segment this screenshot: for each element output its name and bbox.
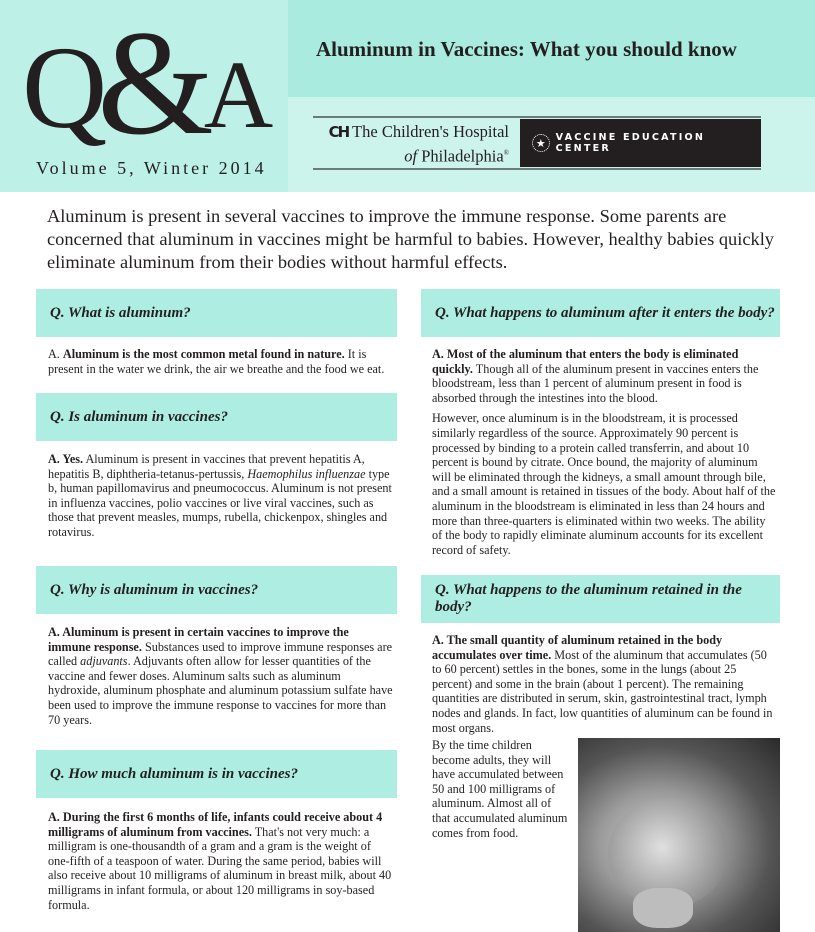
answer-italic: Haemophilus influenzae	[247, 466, 366, 481]
answer-body: type b, human papillomavirus and pneumococcus. Aluminum is not present in influenza vaccines, polio vaccines or live viral vaccines, such as those that prevent measles, mumps, rubella, chickenpox, shingles and rotavirus.	[48, 466, 392, 539]
answer-lead: A. The small quantity of aluminum retained in the body accumulates over time.	[432, 633, 723, 662]
question-heading: Q. What is aluminum?	[36, 289, 397, 337]
answer-paragraph: However, once aluminum is in the bloodstream, it is processed similarly regardless of the source. Approximately 90 percent is processed by binding to a protein called transferrin, and about 10 percent is bound by citrate. Once bound, the majority of aluminum will be eliminated through the kidneys, a small amount through bile, and a small amount is retained in tissues of the body. About half of the aluminum in the bloodstream is eliminated in less than 24 hours and more than three-quarters is eliminated within two weeks. The ability of the body to rapidly eliminate aluminum accounts for its excellent record of safety.	[432, 411, 776, 557]
answer-text	[48, 625, 394, 727]
answer-text	[432, 347, 777, 557]
hospital-name-line1: The Children's Hospital	[352, 122, 509, 141]
answer-body: Substances used to improve immune responses are called	[48, 639, 393, 669]
page-title: Aluminum in Vaccines: What you should know	[316, 37, 737, 61]
divider	[313, 116, 761, 118]
qa-logo: Q&A	[22, 0, 268, 166]
hospital-name-line2: Philadelphia	[421, 146, 504, 166]
answer-lead: A. Most of the aluminum that enters the body is eliminated quickly.	[432, 347, 739, 376]
answer-lead: A. Yes.	[48, 452, 84, 466]
question-heading: Q. What happens to the aluminum retained in the body?	[421, 575, 780, 623]
answer-lead: A. During the first 6 months of life, infants could receive about 4 milligrams of aluminum from vaccines.	[48, 810, 383, 839]
registered-mark: ®	[503, 149, 509, 157]
answer-italic: adjuvants	[80, 654, 128, 669]
vaccine-education-center-logo	[520, 119, 761, 167]
answer-body: It is present in the water we drink, the air we breathe and the food we eat.	[48, 347, 385, 376]
answer-text	[48, 347, 394, 376]
answer-body: Though all of the aluminum present in vaccines enters the bloodstream, less than 1 percent of aluminum present in food is absorbed through the intestines into the blood.	[432, 361, 759, 405]
baby-hand-shape	[633, 888, 693, 928]
intro-paragraph: Aluminum is present in several vaccines to improve the immune response. Some parents are concerned that aluminum in vaccines might be harmful to babies. However, healthy babies quickly eliminate aluminum from their bodies without harmful effects.	[47, 206, 775, 272]
divider	[313, 168, 761, 170]
answer-body: . Adjuvants often allow for lesser quantities of the vaccine and fewer doses. Aluminum salts such as aluminum hydroxide, aluminum phosphate and aluminum potassium sulfate have been used to improve the immune response to vaccines for more than 70 years.	[48, 654, 393, 727]
answer-body: Most of the aluminum that accumulates (50 to 60 percent) settles in the bones, some in the lungs (about 25 percent) and some in the brain (about 1 percent). The remaining quantities are distributed in serum, skin, gastrointestinal tract, lymph nodes and glands. In fact, low quantities of aluminum can be found in most organs.	[432, 647, 773, 735]
answer-prefix: A.	[48, 347, 63, 361]
chop-mark-icon: CH	[328, 123, 349, 141]
answer-body: Aluminum is present in vaccines that prevent hepatitis A, hepatitis B, diphtheria-tetanus-pertussis,	[48, 452, 365, 481]
question-heading: Q. How much aluminum is in vaccines?	[36, 750, 397, 798]
volume-label: Volume 5, Winter 2014	[36, 158, 267, 178]
vec-label: VACCINE EDUCATION CENTER	[555, 132, 706, 154]
answer-lead: A. Aluminum is present in certain vaccines to improve the immune response.	[48, 625, 349, 654]
answer-lead: Aluminum is the most common metal found in nature.	[62, 347, 345, 361]
hospital-of: of	[404, 146, 418, 166]
answer-paragraph: By the time children become adults, they will have accumulated between 50 and 100 milligrams of aluminum. Almost all of that accumulated aluminum comes from food.	[432, 738, 568, 840]
answer-text	[432, 633, 777, 735]
question-heading: Q. What happens to aluminum after it enters the body?	[421, 289, 780, 337]
baby-photo	[578, 738, 780, 932]
answer-body: That's not very much: a milligram is one-thousandth of a gram and a gram is the weight of one-fifth of a teaspoon of water. During the same period, babies will also receive about 10 milligrams of aluminum in breast milk, about 40 milligrams in infant formula, or about 120 milligrams in soy-based formula.	[48, 824, 392, 912]
question-heading: Q. Is aluminum in vaccines?	[36, 393, 397, 441]
chop-logo	[316, 121, 509, 167]
answer-text	[48, 810, 394, 912]
child-figure-icon: ★	[532, 134, 550, 152]
question-heading: Q. Why is aluminum in vaccines?	[36, 566, 397, 614]
answer-text	[48, 452, 394, 540]
